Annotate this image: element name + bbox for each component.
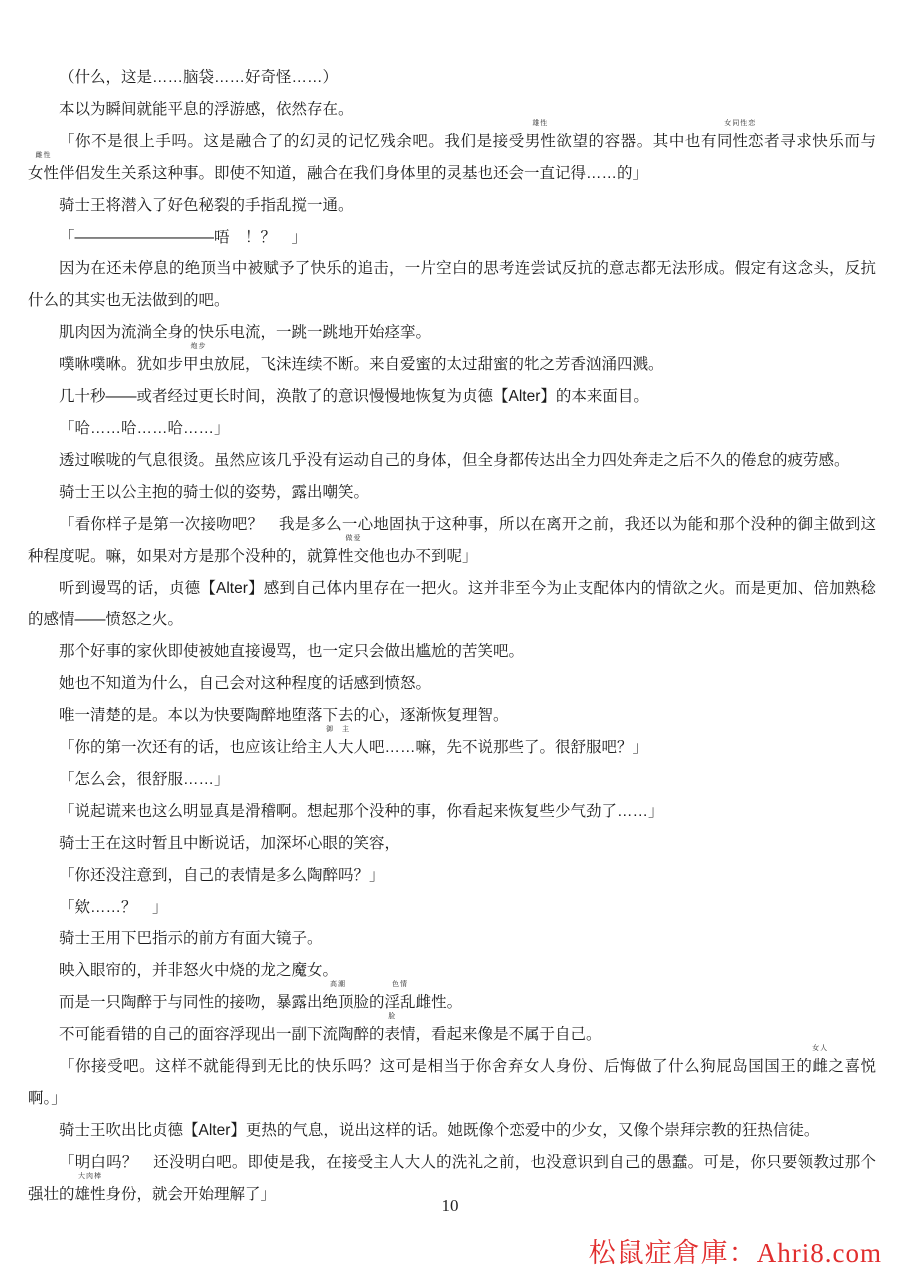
ruby-annotated-text: 同性恋 女同性恋 [717, 119, 764, 150]
paragraph: 「—————————唔 ！？ 」 [59, 228, 308, 246]
ruby-annotated-text: 表 脸 [384, 1013, 401, 1044]
paragraph: 几十秒——或者经过更长时间，涣散了的意识慢慢地恢复为贞德【Alter】的本来面目。 [59, 388, 649, 406]
ruby-annotated-text: 雌 女人 [812, 1045, 829, 1076]
paragraph: 「欸……？ 」 [59, 898, 168, 916]
paragraph: 听到谩骂的话，贞德【Alter】感到自己体内里存在一把火。这并非至今为止支配体内的情欲之火。而是更加、倍加熟稔的感情——愤怒之火。 [28, 579, 876, 629]
paragraph: 骑士王吹出比贞德【Alter】更热的气息，说出这样的话。她既像个恋爱中的少女，又像个崇拜宗教的狂热信徒。 [59, 1121, 820, 1139]
paragraph: 「看你样子是第一次接吻吧？ 我是多么一心地固执于这种事，所以在离开之前，我还以为能和那个没种的御主做到这种程度呢。嘛，如果对方是那个没种的，就算性交 做爱 他也办不到呢」 [28, 509, 876, 573]
watermark: 松鼠症倉庫：Ahri8.com [588, 1238, 882, 1268]
paragraph: 骑士王用下巴指示的前方有面大镜子。 [59, 930, 323, 948]
paragraph: 唯一清楚的是。本以为快要陶醉地堕落下去的心，逐渐恢复理智。 [59, 707, 509, 725]
paragraph: 她也不知道为什么，自己会对这种程度的话感到愤怒。 [59, 675, 432, 693]
page-number: 10 [441, 1196, 459, 1215]
ruby-annotated-text: 淫乱 色情 [384, 981, 416, 1012]
paragraph: 本以为瞬间就能平息的浮游感，依然存在。 [59, 100, 354, 118]
paragraph: 「明白吗？ 还没明白吧。即使是我，在接受主人大人的洗礼之前，也没意识到自己的愚蠢。可是，你只要领教过那个强壮的雄性 大肉棒 身份，就会开始理解了」 [28, 1147, 876, 1211]
paragraph: 透过喉咙的气息很烫。虽然应该几乎没有运动自己的身体，但全身都传达出全力四处奔走之后不久的倦怠的疲劳感。 [59, 451, 850, 469]
paragraph: 肌肉因为流淌全身的快乐电流，一跳一跳地开始痉挛。 [59, 324, 432, 342]
paragraph: 而是一只陶醉于与同性的接吻，暴露出绝顶 高潮 脸的淫乱 色情 雌性。 [28, 987, 876, 1019]
paragraph: 「哈……哈……哈……」 [59, 419, 230, 437]
ruby-annotated-text: 主人大人 御 主 [307, 726, 370, 757]
paragraph: 映入眼帘的，并非怒火中烧的龙之魔女。 [59, 962, 339, 980]
ruby-annotated-text: 雄性 大肉棒 [74, 1172, 106, 1203]
paragraph: 「你接受吧。这样不就能得到无比的快乐吗？这可是相当于你舍弃女人身份、后悔做了什么狗屁岛国国王的雌 女人 之喜悦啊。」 [28, 1045, 876, 1107]
ruby-annotated-text: 甲虫 炮步 [183, 343, 215, 374]
paragraph: 「你还没注意到，自己的表情是多么陶醉吗？」 [59, 866, 385, 884]
paragraph: 「怎么会，很舒服……」 [59, 770, 230, 788]
paragraph: 骑士王将潜入了好色秘裂的手指乱搅一通。 [59, 196, 354, 214]
ruby-annotated-text: 绝顶 高潮 [322, 981, 354, 1012]
paragraph: 骑士王以公主抱的骑士似的姿势，露出嘲笑。 [59, 483, 370, 501]
paragraph: 因为在还未停息的绝顶当中被赋予了快乐的追击，一片空白的思考连尝试反抗的意志都无法形成。假定有这念头，反抗什么的其实也无法做到的吧。 [28, 260, 876, 310]
paragraph: 那个好事的家伙即使被她直接谩骂，也一定只会做出尴尬的苦笑吧。 [59, 643, 525, 661]
paragraph: 骑士王在这时暂且中断说话，加深坏心眼的笑容， [59, 834, 401, 852]
paragraph: 噗咻噗咻。犹如步甲虫 炮步 放屁，飞沫连续不断。来自爱蜜的太过甜蜜的牝之芳香汹涌四溅。 [28, 349, 876, 381]
ruby-annotated-text: 男性 雄性 [524, 119, 556, 150]
paragraph: （什么，这是……脑袋……好奇怪……） [59, 69, 339, 86]
paragraph: 「说起谎来也这么明显真是滑稽啊。想起那个没种的事，你看起来恢复些少气劲了……」 [59, 802, 664, 820]
paragraph: 不可能看错的自己的面容浮现出一副下流陶醉的表 脸 情，看起来像是不属于自己。 [28, 1019, 876, 1051]
paragraph: 「你的第一次还有的话，也应该让给主人大人 御 主 吧……嘛，先不说那些了。很舒服吧？」 [28, 732, 876, 764]
document-body [28, 62, 876, 1211]
ruby-annotated-text: 女性 雌性 [28, 151, 60, 182]
ruby-annotated-text: 性交 做爱 [338, 534, 370, 565]
paragraph: 「你不是很上手吗。这是融合了的幻灵的记忆残余吧。我们是接受男性 雄性 欲望的容器。其中也有同性恋 女同性恋 者寻求快乐而与女性 雌性 伴侣发生关系这种事。即使不知道，融合在我们身体里的灵基也还会一直记得……的」 [28, 126, 876, 190]
